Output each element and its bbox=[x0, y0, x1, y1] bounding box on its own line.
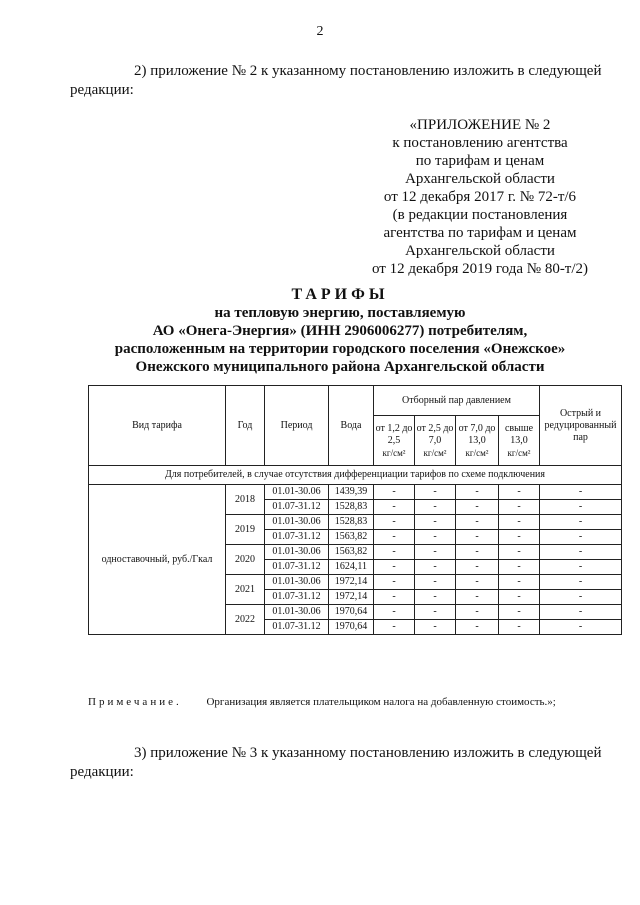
header-steam-range: от 1,2 до 2,5 кг/см² bbox=[374, 416, 415, 466]
steam-cell: - bbox=[374, 590, 415, 605]
steam-cell: - bbox=[415, 590, 456, 605]
header-steam-group: Отборный пар давлением bbox=[374, 386, 540, 416]
period-cell: 01.01-30.06 bbox=[265, 515, 329, 530]
sharp-cell: - bbox=[540, 560, 622, 575]
sharp-cell: - bbox=[540, 605, 622, 620]
water-cell: 1528,83 bbox=[329, 500, 374, 515]
note-text: Организация является плательщиком налога на добавленную стоимость.»; bbox=[206, 696, 556, 708]
appendix-header-line: от 12 декабря 2017 г. № 72-т/6 bbox=[383, 189, 577, 205]
sharp-cell: - bbox=[540, 530, 622, 545]
steam-cell: - bbox=[415, 530, 456, 545]
year-cell: 2019 bbox=[226, 515, 265, 545]
appendix-header-line: к постановлению агентства bbox=[392, 135, 568, 151]
steam-cell: - bbox=[374, 545, 415, 560]
water-cell: 1563,82 bbox=[329, 545, 374, 560]
steam-cell: - bbox=[374, 515, 415, 530]
steam-cell: - bbox=[456, 500, 499, 515]
appendix-header bbox=[330, 116, 630, 278]
tariff-heading-line: АО «Онега-Энергия» (ИНН 2906006277) потребителям, bbox=[152, 323, 528, 339]
year-cell: 2018 bbox=[226, 485, 265, 515]
water-cell: 1972,14 bbox=[329, 575, 374, 590]
appendix-header-line: от 12 декабря 2019 года № 80-т/2) bbox=[371, 261, 589, 277]
steam-cell: - bbox=[415, 500, 456, 515]
steam-cell: - bbox=[499, 500, 540, 515]
steam-cell: - bbox=[499, 575, 540, 590]
sharp-cell: - bbox=[540, 515, 622, 530]
water-cell: 1972,14 bbox=[329, 590, 374, 605]
period-cell: 01.01-30.06 bbox=[265, 545, 329, 560]
sharp-cell: - bbox=[540, 620, 622, 635]
table-note bbox=[88, 696, 556, 708]
note-label: Примечание. bbox=[88, 696, 182, 708]
period-cell: 01.01-30.06 bbox=[265, 575, 329, 590]
header-steam-range: от 2,5 до 7,0 кг/см² bbox=[415, 416, 456, 466]
steam-cell: - bbox=[456, 605, 499, 620]
steam-cell: - bbox=[499, 515, 540, 530]
sharp-cell: - bbox=[540, 590, 622, 605]
tariff-heading-line: расположенным на территории городского поселения «Онежское» bbox=[114, 341, 566, 357]
period-cell: 01.07-31.12 bbox=[265, 530, 329, 545]
year-cell: 2022 bbox=[226, 605, 265, 635]
steam-cell: - bbox=[456, 620, 499, 635]
appendix-header-line: «ПРИЛОЖЕНИЕ № 2 bbox=[409, 117, 551, 133]
steam-cell: - bbox=[456, 590, 499, 605]
steam-cell: - bbox=[374, 500, 415, 515]
steam-cell: - bbox=[374, 575, 415, 590]
header-steam-range: свыше 13,0 кг/см² bbox=[499, 416, 540, 466]
tariff-heading-line: на тепловую энергию, поставляемую bbox=[214, 305, 466, 321]
steam-cell: - bbox=[415, 515, 456, 530]
steam-cell: - bbox=[374, 605, 415, 620]
header-water: Вода bbox=[329, 386, 374, 466]
steam-cell: - bbox=[499, 545, 540, 560]
water-cell: 1970,64 bbox=[329, 605, 374, 620]
steam-cell: - bbox=[415, 620, 456, 635]
period-cell: 01.01-30.06 bbox=[265, 605, 329, 620]
period-cell: 01.07-31.12 bbox=[265, 560, 329, 575]
steam-cell: - bbox=[456, 515, 499, 530]
sharp-cell: - bbox=[540, 575, 622, 590]
paragraph-2-line-2: редакции: bbox=[70, 82, 134, 98]
header-sharp-steam: Острый и редуцированный пар bbox=[540, 386, 622, 466]
paragraph-3-line-2: редакции: bbox=[70, 764, 134, 780]
steam-cell: - bbox=[456, 545, 499, 560]
period-cell: 01.07-31.12 bbox=[265, 620, 329, 635]
header-steam-range: от 7,0 до 13,0 кг/см² bbox=[456, 416, 499, 466]
sharp-cell: - bbox=[540, 500, 622, 515]
sharp-cell: - bbox=[540, 485, 622, 500]
paragraph-2-line-1: 2) приложение № 2 к указанному постановлению изложить в следующей bbox=[134, 63, 602, 79]
tariff-heading bbox=[60, 286, 620, 376]
steam-cell: - bbox=[499, 530, 540, 545]
appendix-header-line: (в редакции постановления bbox=[392, 207, 568, 223]
steam-cell: - bbox=[374, 560, 415, 575]
steam-cell: - bbox=[499, 590, 540, 605]
table-note-row: Для потребителей, в случае отсутствия дифференциации тарифов по схеме подключения bbox=[89, 466, 622, 485]
steam-cell: - bbox=[415, 575, 456, 590]
appendix-header-line: Архангельской области bbox=[405, 171, 555, 187]
tariff-heading-line: Онежского муниципального района Архангельской области bbox=[135, 359, 545, 375]
appendix-header-line: по тарифам и ценам bbox=[415, 153, 545, 169]
paragraph-3 bbox=[70, 744, 610, 782]
steam-cell: - bbox=[415, 545, 456, 560]
steam-cell: - bbox=[456, 485, 499, 500]
table-row bbox=[89, 485, 622, 500]
water-cell: 1563,82 bbox=[329, 530, 374, 545]
steam-cell: - bbox=[374, 485, 415, 500]
steam-cell: - bbox=[374, 620, 415, 635]
steam-cell: - bbox=[499, 485, 540, 500]
appendix-header-line: агентства по тарифам и ценам bbox=[383, 225, 577, 241]
header-period: Период bbox=[265, 386, 329, 466]
steam-cell: - bbox=[499, 620, 540, 635]
water-cell: 1624,11 bbox=[329, 560, 374, 575]
tariff-table bbox=[88, 385, 622, 635]
steam-cell: - bbox=[456, 560, 499, 575]
sharp-cell: - bbox=[540, 545, 622, 560]
steam-cell: - bbox=[374, 530, 415, 545]
steam-cell: - bbox=[499, 605, 540, 620]
water-cell: 1970,64 bbox=[329, 620, 374, 635]
water-cell: 1439,39 bbox=[329, 485, 374, 500]
steam-cell: - bbox=[415, 605, 456, 620]
steam-cell: - bbox=[415, 485, 456, 500]
appendix-header-line: Архангельской области bbox=[405, 243, 555, 259]
year-cell: 2021 bbox=[226, 575, 265, 605]
steam-cell: - bbox=[456, 575, 499, 590]
period-cell: 01.01-30.06 bbox=[265, 485, 329, 500]
year-cell: 2020 bbox=[226, 545, 265, 575]
header-year: Год bbox=[226, 386, 265, 466]
page-number: 2 bbox=[316, 24, 324, 39]
header-tariff-type: Вид тарифа bbox=[89, 386, 226, 466]
water-cell: 1528,83 bbox=[329, 515, 374, 530]
steam-cell: - bbox=[456, 530, 499, 545]
paragraph-2 bbox=[70, 62, 610, 100]
tariff-type-cell: одноставочный, руб./Гкал bbox=[89, 485, 226, 635]
period-cell: 01.07-31.12 bbox=[265, 590, 329, 605]
steam-cell: - bbox=[499, 560, 540, 575]
period-cell: 01.07-31.12 bbox=[265, 500, 329, 515]
steam-cell: - bbox=[415, 560, 456, 575]
tariff-title: ТАРИФЫ bbox=[291, 286, 389, 303]
paragraph-3-line-1: 3) приложение № 3 к указанному постановлению изложить в следующей bbox=[134, 745, 602, 761]
